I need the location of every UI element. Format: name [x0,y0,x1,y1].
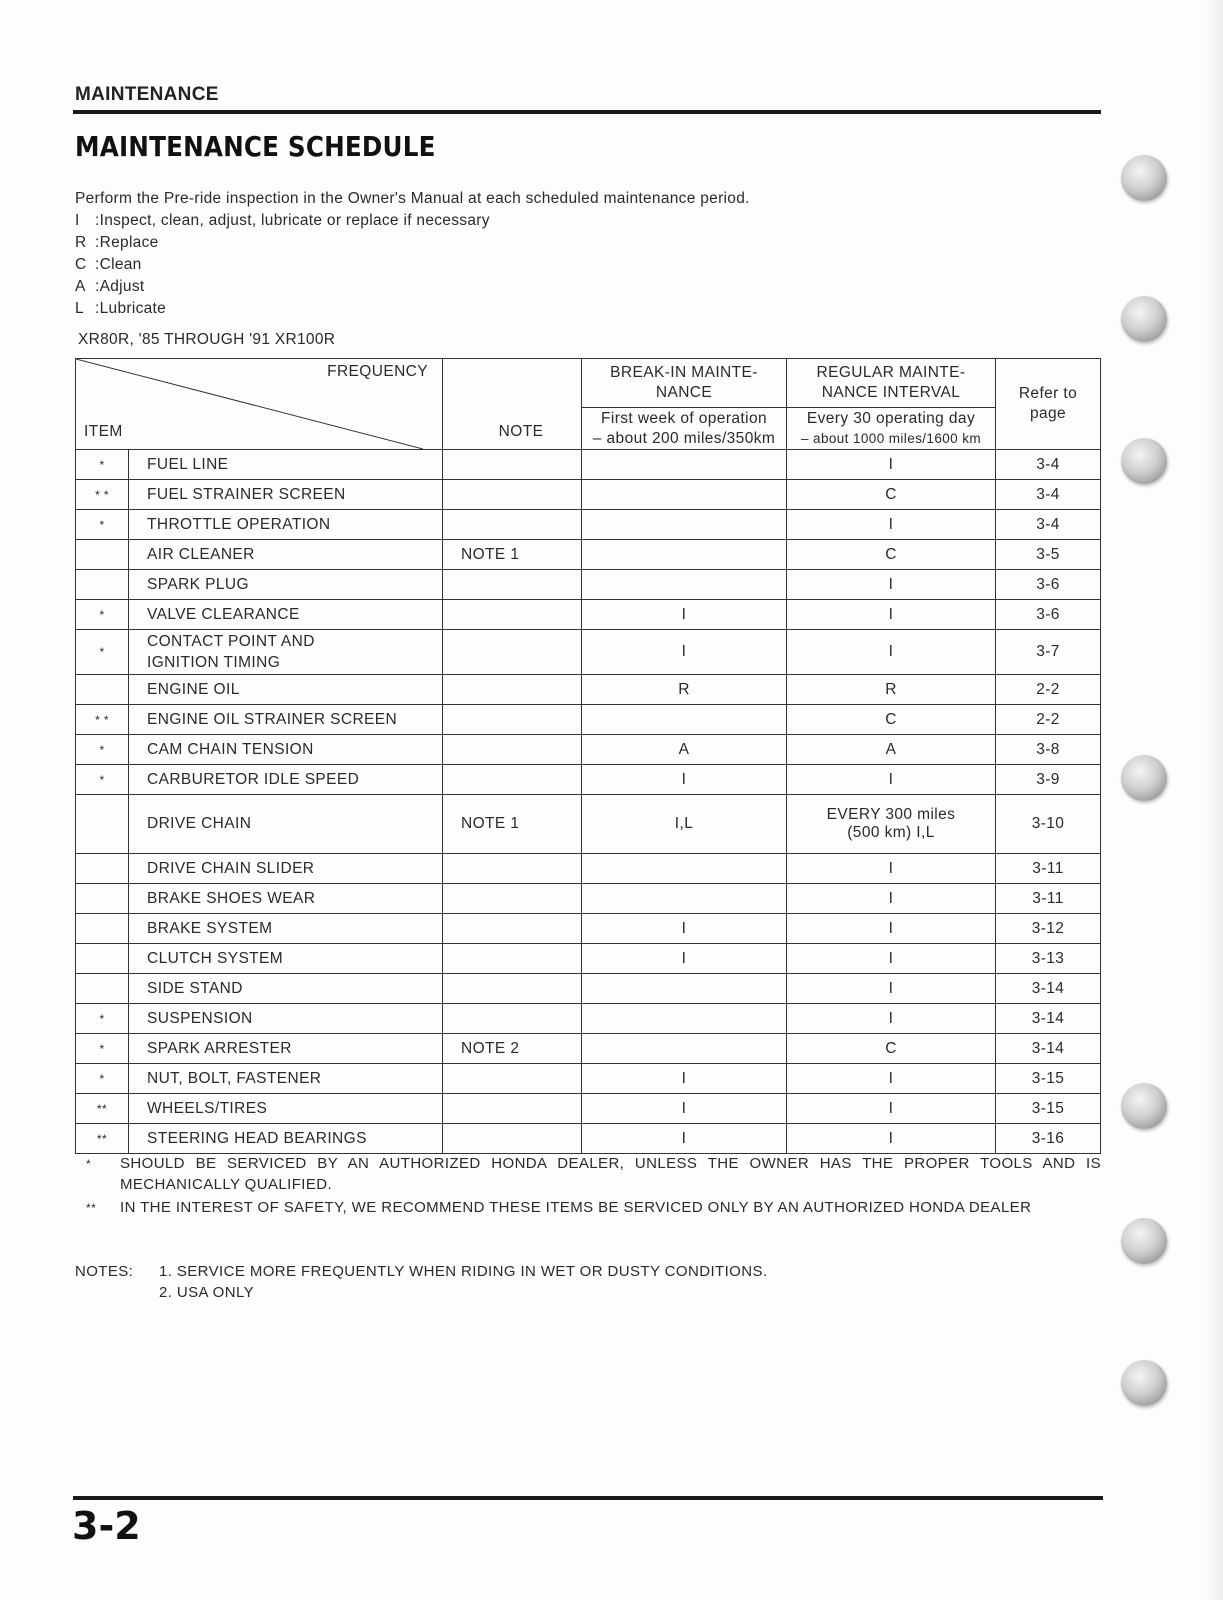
item-name [129,630,443,675]
regular-cell: C [787,1034,996,1064]
intro-block [75,188,750,320]
item-frequency-header [76,359,443,450]
service-mark: * * [76,480,129,510]
regular-cell [787,795,996,854]
table-row [76,854,1101,884]
legend-code: I [75,212,80,229]
note-cell [443,570,582,600]
breakin-cell: A [582,735,787,765]
service-mark: * [76,630,129,675]
note-item: 1. SERVICE MORE FREQUENTLY WHEN RIDING IN WET OR DUSTY CONDITIONS. [159,1263,768,1280]
regular-cell: I [787,1064,996,1094]
ref-page-cell: 3-14 [996,1004,1101,1034]
maintenance-schedule-table [75,358,1101,1154]
table-row [76,1004,1101,1034]
table-header-row [76,359,1101,408]
item-name: DRIVE CHAIN [129,795,443,854]
ref-page-cell: 3-6 [996,600,1101,630]
regular-cell: A [787,735,996,765]
header-rule [73,110,1101,114]
note-cell [443,1094,582,1124]
breakin-cell [582,974,787,1004]
ref-page-cell: 3-4 [996,510,1101,540]
legend-code: L [75,300,84,317]
note-cell [443,1124,582,1154]
breakin-cell [582,570,787,600]
regular-interval [787,408,996,450]
regular-cell: I [787,510,996,540]
table-row [76,765,1101,795]
footnote-text: SHOULD BE SERVICED BY AN AUTHORIZED HONDA DEALER, UNLESS THE OWNER HAS THE PROPER TOOLS AND IS MECHANICALLY QUALIFIED. [120,1155,1101,1193]
regular-cell: I [787,1124,996,1154]
ref-page-cell: 3-14 [996,1034,1101,1064]
notes-block [75,1261,767,1303]
legend-code: C [75,256,87,273]
regular-cell: C [787,480,996,510]
note-item: 2. USA ONLY [159,1284,254,1301]
legend-desc: :Replace [95,234,159,251]
note-cell [443,600,582,630]
breakin-cell [582,510,787,540]
item-name: SPARK PLUG [129,570,443,600]
item-name: DRIVE CHAIN SLIDER [129,854,443,884]
item-name: AIR CLEANER [129,540,443,570]
item-name: WHEELS/TIRES [129,1094,443,1124]
ref-page-cell: 3-4 [996,480,1101,510]
binder-hole [1121,155,1167,201]
note-cell [443,944,582,974]
table-row [76,795,1101,854]
breakin-cell [582,450,787,480]
note-cell [443,854,582,884]
regular-header [787,359,996,408]
breakin-interval [582,408,787,450]
breakin-cell: I [582,1064,787,1094]
item-name: CLUTCH SYSTEM [129,944,443,974]
ref-page-cell: 2-2 [996,675,1101,705]
regular-cell: I [787,974,996,1004]
item-name: CAM CHAIN TENSION [129,735,443,765]
item-name: SIDE STAND [129,974,443,1004]
page-number: 3-2 [72,1504,141,1548]
regular-cell: C [787,540,996,570]
item-header: ITEM [84,423,123,440]
legend-desc: :Adjust [95,278,145,295]
item-name: BRAKE SYSTEM [129,914,443,944]
footnote [86,1197,1101,1219]
breakin-cell: I [582,1124,787,1154]
item-name: ENGINE OIL STRAINER SCREEN [129,705,443,735]
note-header: NOTE [443,359,582,450]
table-row [76,570,1101,600]
note-cell: NOTE 1 [443,540,582,570]
footnote-mark: ** [86,1201,97,1215]
service-mark [76,675,129,705]
service-mark [76,944,129,974]
table-row [76,1094,1101,1124]
service-mark: ** [76,1124,129,1154]
table-row [76,540,1101,570]
legend-item [75,254,750,276]
refer-header-line: Refer to [1018,385,1078,402]
ref-page-cell: 3-6 [996,570,1101,600]
table-row [76,914,1101,944]
ref-page-cell: 3-11 [996,884,1101,914]
legend-desc: :Inspect, clean, adjust, lubricate or replace if necessary [95,212,490,229]
frequency-header: FREQUENCY [327,363,428,380]
service-mark [76,540,129,570]
item-name: FUEL LINE [129,450,443,480]
item-name: SPARK ARRESTER [129,1034,443,1064]
regular-cell: R [787,675,996,705]
regular-header-line: NANCE INTERVAL [821,384,961,401]
ref-page-cell: 2-2 [996,705,1101,735]
service-mark: * [76,1004,129,1034]
ref-page-cell: 3-10 [996,795,1101,854]
breakin-cell: I [582,600,787,630]
item-name: BRAKE SHOES WEAR [129,884,443,914]
service-mark: * [76,735,129,765]
item-name: SUSPENSION [129,1004,443,1034]
notes-row [75,1282,767,1303]
service-mark [76,884,129,914]
binder-hole [1121,1083,1167,1129]
item-name-line: IGNITION TIMING [147,654,281,671]
note-cell [443,884,582,914]
item-name: THROTTLE OPERATION [129,510,443,540]
table-row [76,974,1101,1004]
breakin-header-line: BREAK-IN MAINTE- [610,364,758,381]
legend-item [75,210,750,232]
item-name: FUEL STRAINER SCREEN [129,480,443,510]
ref-page-cell: 3-12 [996,914,1101,944]
page-edge-shadow [1205,0,1223,1600]
regular-cell: I [787,1004,996,1034]
legend-code: R [75,234,87,251]
service-mark [76,974,129,1004]
service-mark [76,570,129,600]
ref-page-cell: 3-14 [996,974,1101,1004]
breakin-cell: I,L [582,795,787,854]
item-name: VALVE CLEARANCE [129,600,443,630]
footnote-mark: * [86,1157,92,1171]
note-cell [443,765,582,795]
note-cell [443,914,582,944]
regular-cell: I [787,884,996,914]
notes-row [75,1261,767,1282]
note-cell [443,705,582,735]
ref-page-cell: 3-15 [996,1064,1101,1094]
breakin-cell [582,705,787,735]
legend-item [75,232,750,254]
refer-page-header [996,359,1101,450]
table-row [76,450,1101,480]
breakin-cell: I [582,630,787,675]
breakin-cell [582,884,787,914]
ref-page-cell: 3-15 [996,1094,1101,1124]
note-cell: NOTE 2 [443,1034,582,1064]
regular-cell: I [787,570,996,600]
ref-page-cell: 3-8 [996,735,1101,765]
service-mark: * [76,450,129,480]
model-caption: XR80R, '85 THROUGH '91 XR100R [78,331,336,348]
binder-hole [1121,296,1167,342]
service-mark: * [76,600,129,630]
table-row [76,1034,1101,1064]
service-mark [76,795,129,854]
regular-cell: I [787,944,996,974]
regular-cell-line: (500 km) I,L [847,824,935,841]
table-row [76,735,1101,765]
footnotes [86,1153,1101,1221]
table-row [76,510,1101,540]
notes-label: NOTES: [75,1263,134,1280]
binder-hole [1121,438,1167,484]
regular-header-line: REGULAR MAINTE- [816,364,966,381]
intro-text: Perform the Pre-ride inspection in the Owner's Manual at each scheduled maintenance period. [75,190,750,207]
regular-cell: I [787,854,996,884]
breakin-cell: I [582,1094,787,1124]
service-mark: * [76,1064,129,1094]
regular-cell-line: EVERY 300 miles [826,806,956,823]
notes-label-spacer [75,1282,159,1303]
table-row [76,1124,1101,1154]
table-row [76,480,1101,510]
binder-hole [1121,755,1167,801]
legend-item [75,276,750,298]
regular-cell: I [787,914,996,944]
service-mark: * * [76,705,129,735]
item-name: NUT, BOLT, FASTENER [129,1064,443,1094]
regular-interval-line: Every 30 operating day [806,409,976,427]
item-name: STEERING HEAD BEARINGS [129,1124,443,1154]
item-name: CARBURETOR IDLE SPEED [129,765,443,795]
ref-page-cell: 3-7 [996,630,1101,675]
refer-header-line: page [1029,405,1067,422]
note-cell [443,630,582,675]
service-mark [76,854,129,884]
table-row [76,705,1101,735]
footer-rule [73,1496,1103,1500]
binder-hole [1121,1360,1167,1406]
table-row [76,944,1101,974]
note-cell: NOTE 1 [443,795,582,854]
regular-interval-line: – about 1000 miles/1600 km [800,430,981,446]
note-cell [443,974,582,1004]
breakin-cell: I [582,944,787,974]
ref-page-cell: 3-9 [996,765,1101,795]
breakin-cell: R [582,675,787,705]
breakin-cell: I [582,914,787,944]
item-name: ENGINE OIL [129,675,443,705]
breakin-cell: I [582,765,787,795]
legend-code: A [75,278,86,295]
breakin-cell [582,854,787,884]
regular-cell: C [787,705,996,735]
footnote [86,1153,1101,1195]
note-cell [443,675,582,705]
regular-cell: I [787,765,996,795]
note-cell [443,450,582,480]
note-cell [443,510,582,540]
legend-item [75,298,750,320]
service-mark: * [76,765,129,795]
breakin-cell [582,540,787,570]
service-mark: * [76,1034,129,1064]
service-mark: * [76,510,129,540]
binder-hole [1121,1218,1167,1264]
page-title: MAINTENANCE SCHEDULE [75,130,436,163]
item-name-line: CONTACT POINT AND [147,633,315,650]
breakin-cell [582,1004,787,1034]
breakin-cell [582,1034,787,1064]
breakin-interval-line: First week of operation [601,409,767,427]
table-row [76,675,1101,705]
note-cell [443,735,582,765]
section-label: MAINTENANCE [75,84,219,105]
table-row [76,630,1101,675]
regular-cell: I [787,600,996,630]
service-mark: ** [76,1094,129,1124]
note-cell [443,1004,582,1034]
ref-page-cell: 3-13 [996,944,1101,974]
table-row [76,884,1101,914]
ref-page-cell: 3-4 [996,450,1101,480]
note-cell [443,480,582,510]
ref-page-cell: 3-5 [996,540,1101,570]
breakin-header-line: NANCE [655,384,713,401]
legend-desc: :Clean [95,256,142,273]
breakin-header [582,359,787,408]
ref-page-cell: 3-16 [996,1124,1101,1154]
legend-desc: :Lubricate [95,300,167,317]
footnote-text: IN THE INTEREST OF SAFETY, WE RECOMMEND THESE ITEMS BE SERVICED ONLY BY AN AUTHORIZED HONDA DEALER [120,1199,1032,1216]
regular-cell: I [787,1094,996,1124]
breakin-interval-line: – about 200 miles/350km [592,429,776,447]
note-cell [443,1064,582,1094]
table-row [76,1064,1101,1094]
table-row [76,600,1101,630]
regular-cell: I [787,450,996,480]
regular-cell: I [787,630,996,675]
breakin-cell [582,480,787,510]
service-mark [76,914,129,944]
ref-page-cell: 3-11 [996,854,1101,884]
